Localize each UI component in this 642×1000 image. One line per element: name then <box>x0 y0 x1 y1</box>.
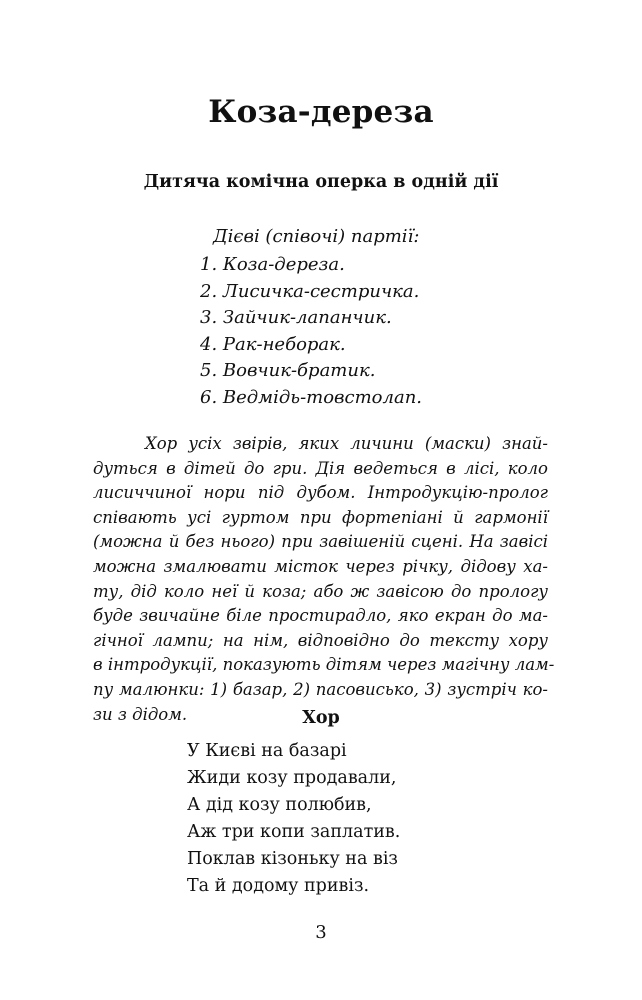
role-item: 2. Лисичка-сестричка. <box>200 280 420 302</box>
verse-line: Та й додому привіз. <box>187 876 370 896</box>
stage-direction-line: буде звичайне біле простирадло, яко екран до ма- <box>93 606 548 626</box>
verse-line: А дід козу полюбив, <box>187 795 372 815</box>
roles-list <box>200 252 422 411</box>
stage-direction-line: лисиччиної нори під дубом. Інтродукцію-пролог <box>93 483 548 503</box>
stage-direction-line: гічної лампи; на нім, відповідно до тексту хору <box>93 630 548 650</box>
page-subtitle: Дитяча комічна оперка в одній дії <box>143 172 499 192</box>
role-item: 1. Коза-дереза. <box>200 254 345 275</box>
roles-heading: Дієві (співочі) партії: <box>213 226 420 247</box>
stage-direction-paragraph <box>93 432 555 727</box>
verse-line: Аж три копи заплатив. <box>187 822 401 842</box>
stage-direction-line: Хор усіх звірів, яких личини (маски) знай- <box>145 434 548 453</box>
role-item: 4. Рак-неборак. <box>200 333 346 355</box>
role-item: 6. Ведмідь-товстолап. <box>200 386 423 408</box>
stage-direction-line: дуться в дітей до гри. Дія ведеться в лісі, коло <box>93 458 548 478</box>
stage-direction-line: (можна й без нього) при завішеній сцені. На завісі <box>93 532 548 552</box>
stage-direction-line: пу малюнки: 1) базар, 2) пасовисько, 3) зустріч ко- <box>93 679 548 699</box>
role-item: 5. Вовчик-братик. <box>200 360 376 381</box>
chorus-heading: Хор <box>302 708 340 728</box>
page-number: 3 <box>315 922 327 943</box>
role-item: 3. Зайчик-лапанчик. <box>200 307 392 328</box>
stage-direction-line: зи з дідом. <box>93 704 188 724</box>
stage-direction-line: в інтродукції, показують дітям через магічну лам- <box>93 655 555 675</box>
verse-line: Поклав кізоньку на віз <box>187 849 398 869</box>
stage-direction-line: ту, дід коло неї й коза; або ж завісою до прологу <box>93 581 548 601</box>
stage-direction-line: можна змалювати місток через річку, дідову ха- <box>93 556 548 576</box>
verse-line: Жиди козу продавали, <box>187 768 397 788</box>
verse-line: У Києві на базарі <box>187 741 347 761</box>
stage-direction-line: співають усі гуртом при фортепіані й гармонії <box>93 507 548 527</box>
chorus-verse <box>187 738 400 900</box>
page-title: Коза-дереза <box>208 94 434 130</box>
